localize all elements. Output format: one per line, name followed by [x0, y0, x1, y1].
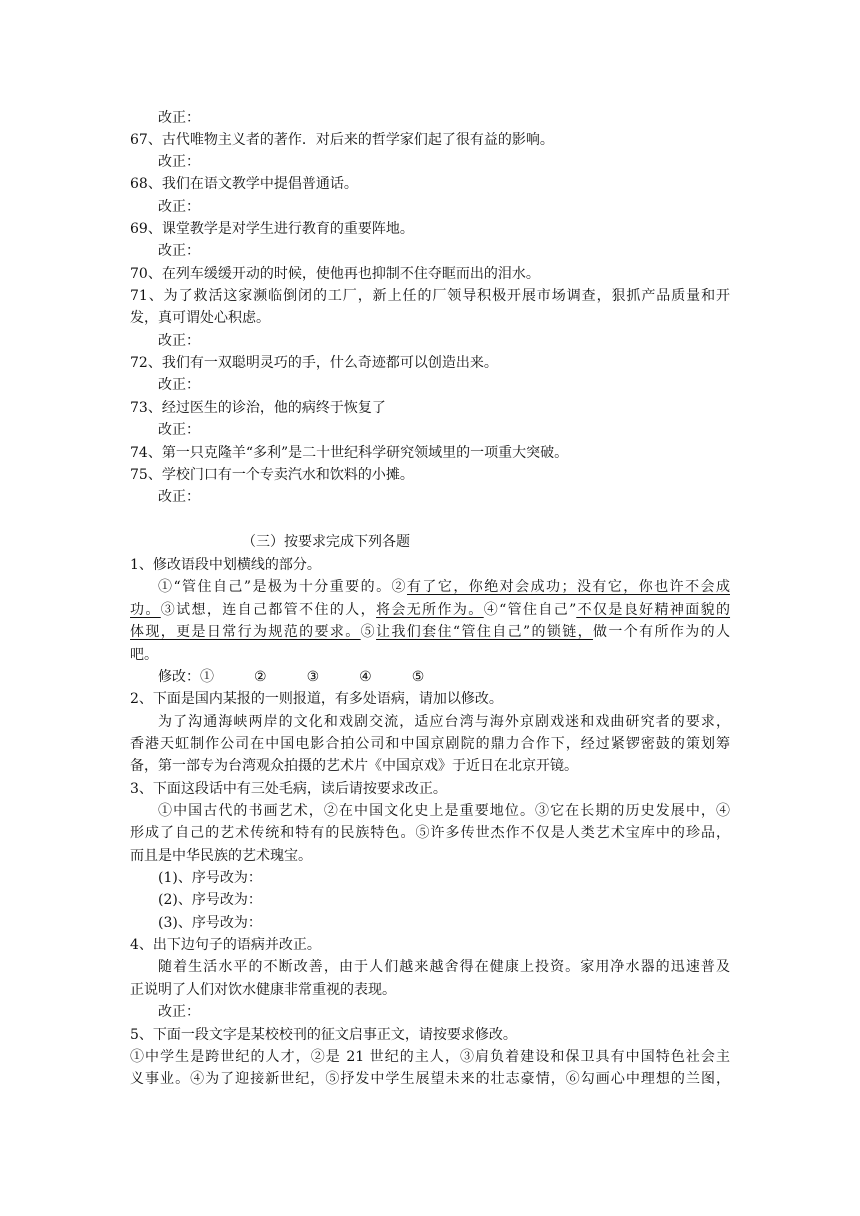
q3-fix-1: (1)、序号改为：	[158, 870, 262, 886]
q3-line-1: ①中国古代的书画艺术，②在中国文化史上是重要地位。③它在长期的历史发展中，④	[158, 803, 730, 819]
correction-label: 改正：	[158, 1004, 200, 1020]
correction-label: 改正：	[158, 199, 200, 215]
correction-label: 改正：	[158, 243, 200, 259]
q3-fix-3: (3)、序号改为：	[158, 915, 262, 931]
question-74: 74、第一只克隆羊“多利”是二十世纪科学研究领域里的一项重大突破。	[130, 445, 569, 461]
q1-line-1: ①“管住自己”是极为十分重要的。②有了它，你绝对会成功；没有它，你也许不会成	[158, 579, 730, 595]
correction-label: 改正：	[158, 377, 200, 393]
q1-line-3: 体现，更是日常行为规范的要求。⑤让我们套住“管住自己”的锁链，做一个有所作为的人	[130, 624, 731, 640]
q1-line-2: 功。③试想，连自己都管不住的人，将会无所作为。④“管住自己”不仅是良好精神面貌的	[130, 602, 731, 618]
q3-line-2: 形成了自己的艺术传统和特有的民族特色。⑤许多传世杰作不仅是人类艺术宝库中的珍品，	[130, 825, 730, 841]
question-73: 73、经过医生的诊治，他的病终于恢复了	[130, 400, 386, 416]
q2-line-1: 为了沟通海峡两岸的文化和戏剧交流，适应台湾与海外京剧戏迷和戏曲研究者的要求，	[158, 714, 730, 730]
q2-line-2: 香港天虹制作公司在中国电影合拍公司和中国京剧院的鼎力合作下，经过紧锣密鼓的策划筹	[130, 736, 730, 752]
question-68: 68、我们在语文教学中提倡普通话。	[130, 176, 358, 192]
question-75: 75、学校门口有一个专卖汽水和饮料的小摊。	[130, 467, 414, 483]
q1-title: 1、修改语段中划横线的部分。	[130, 557, 321, 573]
q4-line-2: 正说明了人们对饮水健康非常重视的表现。	[130, 982, 396, 998]
correction-label: 改正：	[158, 489, 200, 505]
question-71-line-2: 发，真可谓处心积虑。	[130, 310, 270, 326]
q5-title: 5、下面一段文字是某校校刊的征文启事正文，请按要求修改。	[130, 1027, 517, 1043]
q2-title: 2、下面是国内某报的一则报道，有多处语病，请加以修改。	[130, 691, 503, 707]
q4-line-1: 随着生活水平的不断改善，由于人们越来越舍得在健康上投资。家用净水器的迅速普及	[158, 959, 730, 975]
q2-line-3: 备，第一部专为台湾观众拍摄的艺术片《中国京戏》于近日在北京开镜。	[130, 758, 578, 774]
correction-label: 改正：	[158, 110, 200, 126]
correction-label: 改正：	[158, 422, 200, 438]
q5-line-1: ①中学生是跨世纪的人才，②是 21 世纪的主人，③肩负着建设和保卫具有中国特色社会主	[130, 1049, 730, 1065]
correction-label: 改正：	[158, 154, 200, 170]
q3-fix-2: (2)、序号改为：	[158, 892, 262, 908]
q5-line-2: 义事业。④为了迎接新世纪，⑤抒发中学生展望未来的壮志豪情，⑥勾画心中理想的兰图，	[130, 1071, 730, 1087]
q3-title: 3、下面这段话中有三处毛病，读后请按要求改正。	[130, 781, 447, 797]
q4-title: 4、出下边句子的语病并改正。	[130, 937, 321, 953]
q1-line-4: 吧。	[130, 647, 158, 663]
question-69: 69、课堂教学是对学生进行教育的重要阵地。	[130, 221, 414, 237]
question-67: 67、古代唯物主义者的著作．对后来的哲学家们起了很有益的影响。	[130, 132, 554, 148]
question-71-line-1: 71、为了救活这家濒临倒闭的工厂，新上任的厂领导积极开展市场调查，狠抓产品质量和开	[130, 288, 730, 304]
section-heading: （三）按要求完成下列各题	[242, 534, 410, 550]
q1-fix-row: 修改：① ② ③ ④ ⑤	[158, 669, 425, 685]
question-70: 70、在列车缓缓开动的时候，使他再也抑制不住夺眶而出的泪水。	[130, 266, 540, 282]
question-72: 72、我们有一双聪明灵巧的手，什么奇迹都可以创造出来。	[130, 355, 498, 371]
correction-label: 改正：	[158, 333, 200, 349]
q3-line-3: 而且是中华民族的艺术瑰宝。	[130, 848, 312, 864]
